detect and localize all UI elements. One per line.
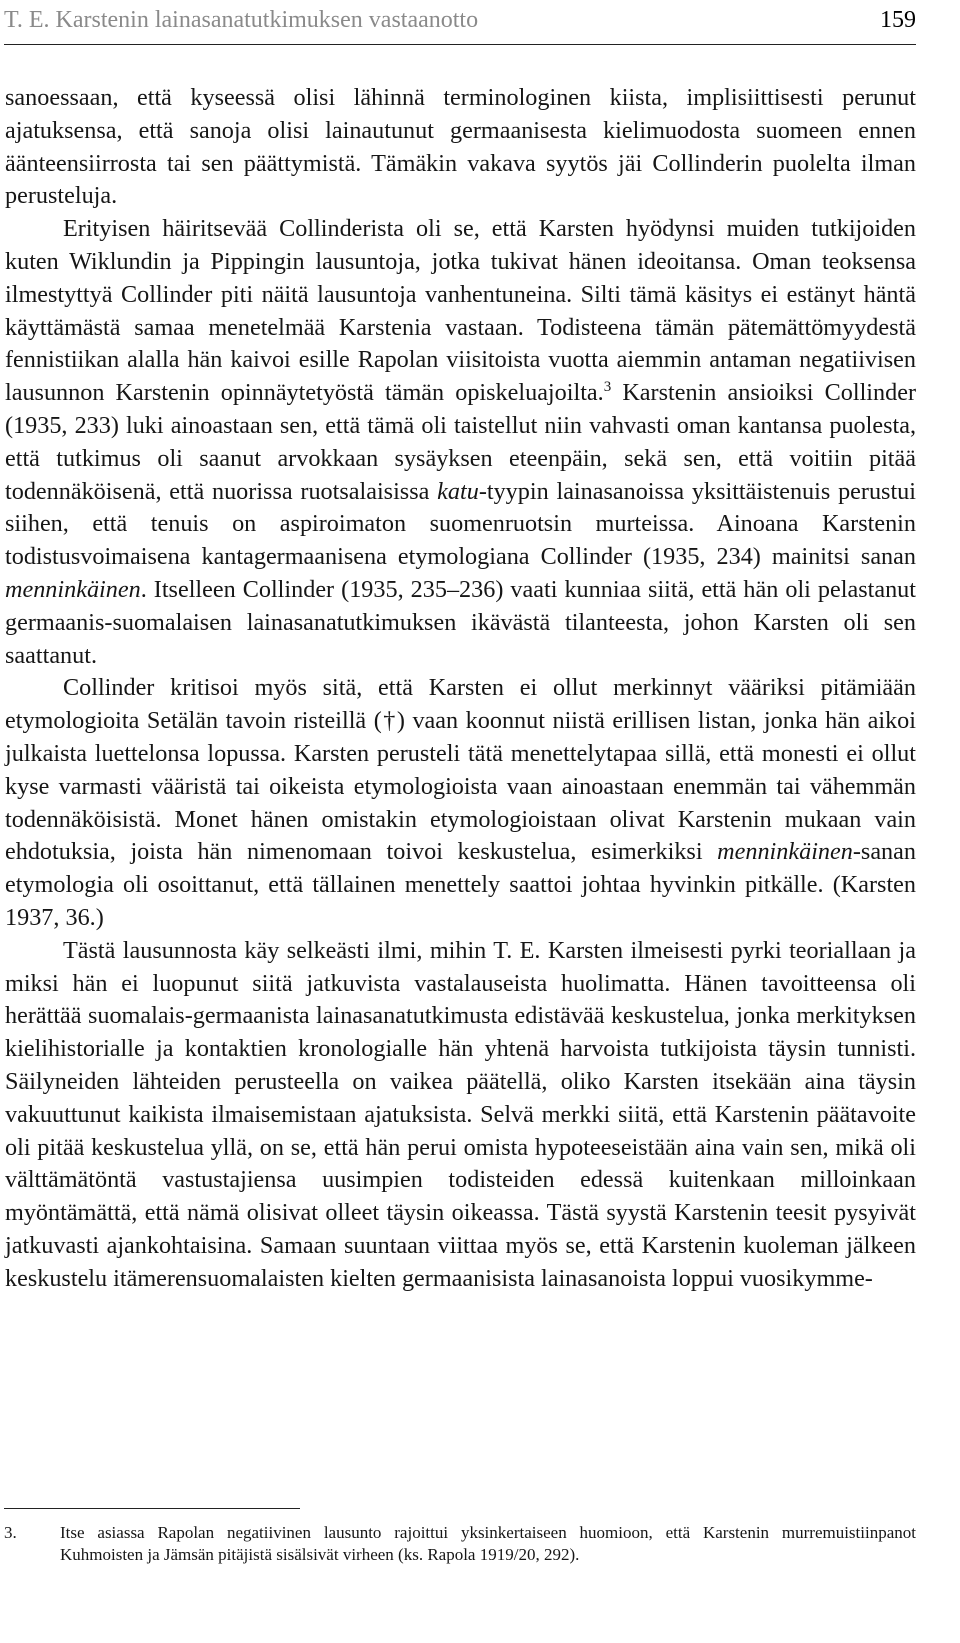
footnote-text: Itse asiassa Rapolan negatiivinen lausunto rajoittui yksinkertaiseen huomioon, että Karstenin murremuistiinpanot Kuhmoisten ja Jämsän pitäjistä sisälsivät virheen (ks. Rapola 1919/20, 292). [60, 1523, 916, 1564]
page-number: 159 [880, 6, 916, 33]
paragraph-1 [5, 82, 916, 213]
paragraph-2-text-b: Karstenin ansioiksi Collinder (1935, 233) luki ainoastaan sen, että tämä oli taistellut niin vahvasti oman kantansa puolesta, että tutkimus oli saanut arvokkaan sysäyksen eteenpäin, sekä sen, että voitiin pitää todennäköisenä, että nuorissa ruotsalaisissa [5, 379, 916, 505]
term-menninkainen: menninkäinen [5, 575, 141, 603]
running-header-title: T. E. Karstenin lainasanatutkimuksen vastaanotto [4, 6, 479, 33]
term-menninkainen-2: menninkäinen [717, 838, 853, 866]
paragraph-4-text: Tästä lausunnosta käy selkeästi ilmi, mihin T. E. Karsten ilmeisesti pyrki teoriallaan ja miksi hän ei luopunut siitä jatkuvista vastalauseista huolimatta. Hänen tavoitteensa oli herättää suomalais-germaanista lainasanatutkimusta edistävää keskustelua, jonka merkityksen kielihistorialle ja kontaktien kronologialle hän yhtenä harvoista tutkijoista täysin tunnisti. Säilyneiden lähteiden perusteella on vaikea päätellä, oliko Karsten itsekään aina täysin vakuuttunut kaikista ilmaisemistaan ajatuksista. Selvä merkki siitä, että Karstenin päätavoite oli pitää keskustelua yllä, on se, että hän perui omista hypoteeseistään aina vain sen, mikä oli välttämätöntä vastustajiensa uusimpien todisteiden edessä kuitenkaan milloinkaan myöntämättä, että nämä olisivat olleet täysin oikeassa. Tästä syystä Karstenin teesit pysyivät jatkuvasti ajankohtaisina. Samaan suuntaan viittaa myös se, että Karstenin kuoleman jälkeen keskustelu itämerensuomalaisten kielten germaanisista lainasanoista loppui vuosikymme- [5, 936, 916, 1292]
footnote-mark: 3. [4, 1523, 17, 1542]
paragraph-1-text: sanoessaan, että kyseessä olisi lähinnä terminologinen kiista, implisiittisesti perunut ajatuksensa, että sanoja olisi lainautunut germaanisesta kielimuodosta suomeen ennen äänteensiirrosta tai sen päättymistä. Tämäkin vakava syytös jäi Collinderin puolelta ilman perusteluja. [5, 84, 916, 210]
header-rule [4, 44, 916, 45]
paragraph-2 [5, 213, 916, 672]
paragraph-3-text-a: Collinder kritisoi myös sitä, että Karsten ei ollut merkinnyt vääriksi pitämiään etymologioita Setälän tavoin risteillä (†) vaan koonnut niistä erillisen listan, jonka hän aikoi julkaista luettelonsa lopussa. Karsten perusteli tätä menettelytapaa sillä, että monesti ei ollut kyse varmasti vääristä tai oikeista etymologioista vaan ainoastaan enemmän tai vähemmän todennäköisistä. Monet hänen omistakin etymologioistaan olivat Karstenin mukaan vain ehdotuksia, joista hän nimenomaan toivoi keskustelua, esimerkiksi [5, 674, 916, 866]
paragraph-3-text-b: -sanan etymologia oli osoittanut, että tällainen menettely saattoi johtaa hyvinkin pitkälle. (Karsten 1937, 36.) [5, 838, 916, 931]
paragraph-3 [5, 672, 916, 934]
paragraph-2-text-d: . Itselleen Collinder (1935, 235–236) vaati kunniaa siitä, että hän oli pelastanut germaanis-suomalaisen lainasanatutkimuksen ikävästä tilanteesta, johon Karsten oli sen saattanut. [5, 575, 916, 669]
footnote-ref-3[interactable]: 3 [603, 379, 612, 396]
body-text [5, 82, 916, 1295]
term-katu: katu [437, 477, 479, 505]
paragraph-2-text-a: Erityisen häiritsevää Collinderista oli se, että Karsten hyödynsi muiden tutkijoiden kuten Wiklundin ja Pippingin lausuntoja, jotka tukivat hänen ideoitansa. Oman teoksensa ilmestyttyä Collinder piti näitä lausuntoja vanhentuneina. Silti tämä käsitys ei estänyt häntä käyttämästä samaa menetelmää Karstenia vastaan. Todisteena tämän pätemättömyydestä fennistiikan alalla hän kaivoi esille Rapolan viisitoista vuotta aiemmin antaman negatiivisen lausunnon Karstenin opinnäytetyöstä tämän opiskeluajoilta. [5, 215, 916, 407]
footnote-rule [4, 1508, 300, 1509]
running-header [4, 0, 916, 40]
footnote-3 [4, 1522, 916, 1566]
paragraph-2-text-c: -tyypin lainasanoissa yksittäistenuis perustui siihen, että tenuis on aspiroimaton suomenruotsin murteissa. Ainoana Karstenin todistusvoimaisena kantagermaanisena etymologiana Collinder (1935, 234) mainitsi sanan [5, 477, 916, 571]
paragraph-4 [5, 935, 916, 1296]
